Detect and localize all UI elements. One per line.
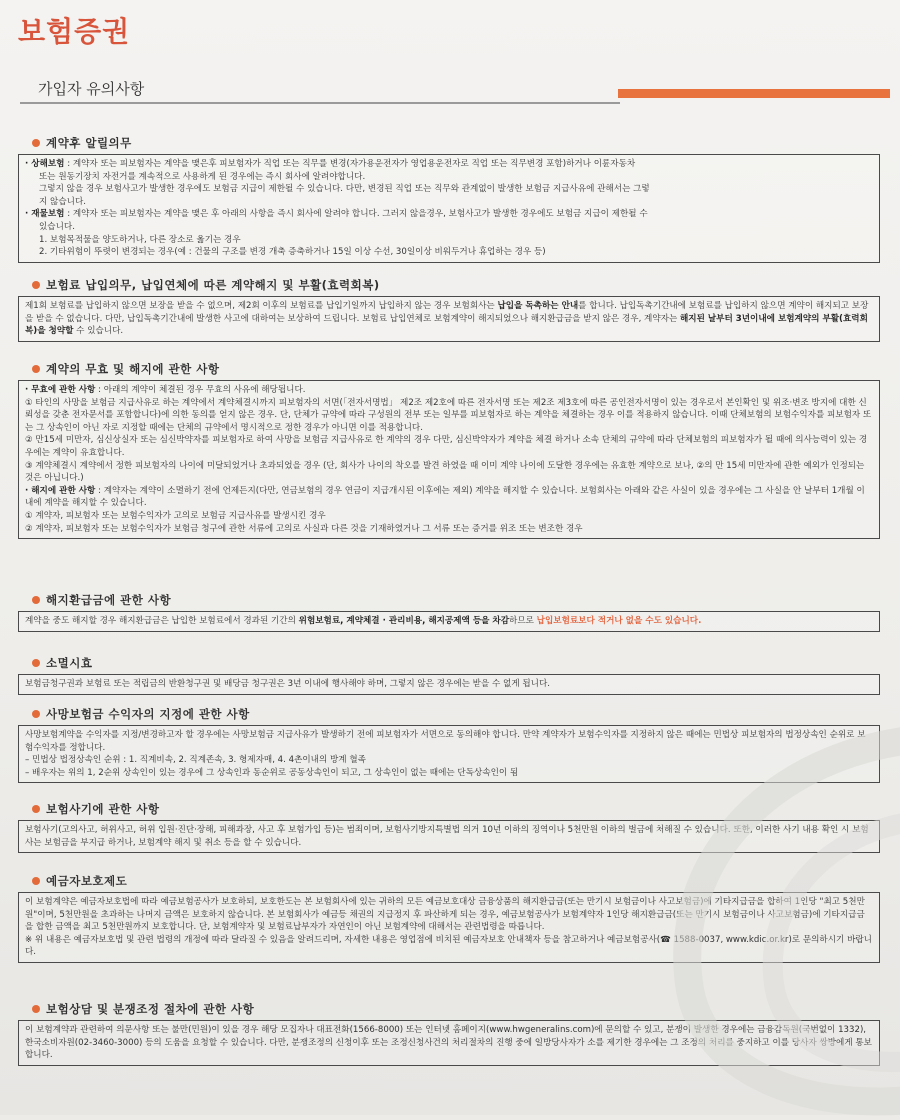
bullet-dot-icon [32, 281, 40, 289]
bullet-dot-icon [32, 365, 40, 373]
text-span: 하므로 [509, 616, 537, 626]
text-line [25, 208, 873, 221]
bold-span: 해지된 날부터 3년이내에 보험계약의 부활(효력회복)을 청약할 [25, 313, 868, 337]
text-span: 수 있습니다. [73, 326, 124, 337]
label-injury-insurance: · 상해보험 [25, 159, 65, 169]
section-surrender-value [18, 591, 880, 632]
bullet-dot-icon [32, 805, 40, 813]
line-text: : 계약자 또는 피보험자는 계약을 맺은 후 아래의 사항을 즉시 회사에 알려야 합니다. 그러지 않을경우, 보험사고가 발생한 경우에도 보험금 지급이 제한될 수 [64, 209, 648, 220]
section-depositor-protection [18, 872, 880, 963]
line-text: : 아래의 계약이 체결된 경우 무효의 사유에 해당됩니다. [95, 385, 306, 395]
section-title: 보험료 납입의무, 납입연체에 따른 계약해지 및 부활(효력회복) [46, 278, 380, 292]
section-body [18, 611, 880, 632]
label-property-insurance: · 재물보험 [25, 209, 65, 220]
numbered-item: ③ 계약체결시 계약에서 정한 피보험자의 나이에 미달되었거나 초과되었을 경우 (단, 회사가 나이의 착오를 발견 하였을 때 이미 계약 나이에 도달한 경우에는 유효한 계약으로 보나, ②의 만 15세 미만자에 관한 예외가 인정되는 것은 아닙니다.) [25, 460, 865, 484]
bullet-dot-icon [32, 596, 40, 604]
paragraph: 사망보험계약을 수익자를 지정/변경하고자 할 경우에는 사망보험금 지급사유가 발생하기 전에 피보험자가 서면으로 동의해야 합니다. 만약 계약자가 보험수익자를 지정하지 않은 때에는 민법상 피보험자의 법정상속인 순위로 보험수익자를 정합니다. [25, 730, 866, 753]
section-beneficiary-designation [18, 705, 880, 783]
text-line [25, 384, 873, 397]
section-title: 계약의 무효 및 해지에 관한 사항 [46, 362, 220, 376]
section-title: 예금자보호제도 [46, 874, 128, 888]
text-line: 2. 기타위험이 뚜렷이 변경되는 경우(예 : 건물의 구조를 변경 개축 증축하거나 15일 이상 수선, 30일이상 비워두거나 휴업하는 경우 등) [39, 247, 546, 258]
section-dispute-resolution [18, 1000, 880, 1066]
subtitle-accent-bar [618, 89, 890, 98]
section-body [18, 725, 880, 783]
section-invalidity-termination [18, 360, 880, 539]
text-line [25, 158, 873, 171]
section-body [18, 674, 880, 695]
text-span: 계약을 중도 해지할 경우 해지환급금은 납입한 보험료에서 경과된 기간의 [25, 616, 299, 626]
text-span: 제1회 보험료를 납입하지 않으면 보장을 받을 수 없으며, 제2회 이후의 보험료를 납입기일까지 납입하지 않는 경우 보험회사는 [25, 301, 498, 311]
subtitle-rule [20, 102, 620, 104]
numbered-item: ② 만15세 미만자, 심신상실자 또는 심신박약자를 피보험자로 하여 사망을 보험금 지급사유로 한 계약의 경우 다만, 심신박약자가 계약을 체결 하거나 소속 단체의 규약에 따라 단체보험의 피보험자가 될 때에 의사능력이 있는 경우에는 계약이 유효합니다. [25, 435, 868, 458]
section-title: 소멸시효 [46, 656, 93, 670]
paragraph [25, 300, 873, 338]
bold-span: 납입을 독촉하는 안내 [497, 301, 579, 311]
numbered-item: ① 계약자, 피보험자 또는 보험수익자가 고의로 보험금 지급사유를 발생시킨 경우 [25, 510, 326, 521]
text-line: 1. 보험목적물을 양도하거나, 다른 장소로 옮기는 경우 [39, 234, 241, 245]
section-title: 보험사기에 관한 사항 [46, 802, 160, 816]
section-header [32, 705, 880, 723]
bold-span: 위험보험료, 계약체결 · 관리비용, 해지공제액 등을 차감 [298, 616, 510, 626]
page-title: 보험증권 [18, 15, 131, 48]
section-body [18, 296, 880, 342]
bullet-dot-icon [32, 877, 40, 885]
text-line: – 배우자는 위의 1, 2순위 상속인이 있는 경우에 그 상속인과 동순위로 공동상속인이 되고, 그 상속인이 없는 때에는 단독상속인이 됨 [25, 767, 519, 778]
page-subtitle: 가입자 유의사항 [38, 80, 145, 98]
section-header [32, 800, 880, 818]
text-line: 지 않습니다. [39, 196, 86, 207]
section-title: 보험상담 및 분쟁조정 절차에 관한 사항 [46, 1002, 255, 1016]
paragraph: 보험금청구권과 보험료 또는 적립금의 반환청구권 및 배당금 청구권은 3년 이내에 행사해야 하며, 그렇지 않은 경우에는 받을 수 없게 됩니다. [25, 679, 550, 689]
section-body [18, 380, 880, 539]
text-line: 또는 원동기장치 자전거를 계속적으로 사용하게 된 경우에는 즉시 회사에 알려야합니다. [39, 171, 366, 182]
section-header [32, 591, 880, 609]
section-title: 해지환급금에 관한 사항 [46, 593, 172, 607]
section-body [18, 820, 880, 853]
bullet-dot-icon [32, 1005, 40, 1013]
text-line: – 민법상 법정상속인 순위 : 1. 직계비속, 2. 직계존속, 3. 형제자매, 4. 4촌이내의 방계 혈족 [25, 755, 366, 766]
numbered-item: ② 계약자, 피보험자 또는 보험수익자가 보험금 청구에 관한 서류에 고의로 사실과 다른 것을 기재하였거나 그 서류 또는 증거를 위조 또는 변조한 경우 [25, 523, 583, 534]
section-insurance-fraud [18, 800, 880, 853]
text-line: 있습니다. [39, 221, 75, 232]
section-header [32, 1000, 880, 1018]
label-termination: · 해지에 관한 사항 [25, 485, 96, 496]
section-title: 계약후 알릴의무 [46, 136, 132, 150]
section-header [32, 360, 880, 378]
section-body [18, 892, 880, 963]
text-span: 를 합니다. 납입독촉기간내에 보험료를 납입하지 않으면 계약이 해지되고 보장을 받을 수 없습니다. 다만, 납입독촉기간내에 발생한 사고에 대하여는 보상하여 드립니다. 보험료 납입연체로 보험계약이 해지되었으나 해지환급금을 받지 않은 경우, 계약자는 [25, 301, 869, 324]
bullet-dot-icon [32, 139, 40, 147]
section-body [18, 154, 880, 263]
section-extinctive-prescription [18, 654, 880, 695]
line-text: : 계약자 또는 피보험자는 계약을 맺은후 피보험자가 직업 또는 직무를 변경(자가용운전자가 영업용운전자로 직업 또는 직무변경 포함)하거나 이륜자동차 [64, 159, 636, 169]
section-header [32, 276, 880, 294]
section-body [18, 1020, 880, 1066]
section-title: 사망보험금 수익자의 지정에 관한 사항 [46, 707, 250, 721]
bullet-dot-icon [32, 710, 40, 718]
section-premium-payment [18, 276, 880, 342]
label-invalidity: · 무효에 관한 사항 [25, 385, 96, 395]
paragraph: 보험사기(고의사고, 허위사고, 허위 입원·진단·장해, 피해과장, 사고 후 보험가입 등)는 범죄이며, 보험사기방지특별법 의거 10년 이하의 징역이나 5천만원 이하의 벌금에 처해질 수 있습니다. 또한, 이러한 사기 내용 확인 시 보험사는 보험금을 부지급 하거나, 보험계약 해지 및 취소 등을 할 수 있습니다. [25, 825, 869, 848]
section-header [32, 134, 880, 152]
section-header [32, 872, 880, 890]
section-header [32, 654, 880, 672]
paragraph: 이 보험계약은 예금자보호법에 따라 예금보험공사가 보호하되, 보호한도는 본 보험회사에 있는 귀하의 모든 예금보호대상 금융상품의 해지환급금(또는 만기시 보험금이나 사고보험금)에 기타지급금을 합하여 1인당 "최고 5천만원"이며, 5천만원을 초과하는 나머지 금액은 보호하지 않습니다. 본 보험회사가 예금등 채권의 지급정지 후 파산하게 되는 경우, 예금보험공사가 보험계약자 1인당 해지환급금(또는 만기시 보험금이나 사고보험금)에 기타지급금을 합한 금액을 최고 5천만원까지 보호합니다. 단, 보험계약자 및 보험료납부자가 자연인이 아닌 보험계약에 대해서는 관련법령을 따릅니다. [25, 897, 865, 933]
numbered-item: ① 타인의 사망을 보험금 지급사유로 하는 계약에서 계약체결시까지 피보험자의 서면(「전자서명법」 제2조 제2호에 따른 전자서명 또는 제2조 제3호에 따른 공인전자서명이 있는 경우로서 본인확인 및 위조·변조 방지에 대한 신뢰성을 갖춘 전자문서를 포함합니다)에 의한 동의를 얻지 않은 경우. 단, 단체가 규약에 따라 구성원의 전부 또는 일부를 피보험자로 하는 계약을 체결하는 경우 이를 적용하지 않습니다. 이때 단체보험의 보험수익자를 피보험자 또는 그 상속인이 아닌 자로 지정할 때에는 단체의 규약에서 명시적으로 정한 경우가 아니면 이를 적용합니다. [25, 397, 872, 433]
section-notification-duty [18, 134, 880, 263]
paragraph: 이 보험계약과 관련하여 의문사항 또는 불만(민원)이 있을 경우 해당 모집자나 대표전화(1566-8000) 또는 인터넷 홈페이지(www.hwgeneralins.com)에 문의할 수 있고, 분쟁이 발생한 경우에는 금융감독원(국번없이 1332), 한국소비자원(02-3460-3000) 등의 도움을 요청할 수 있습니다. 다만, 분쟁조정의 신청이후 또는 조정신청사건의 처리절차의 진행 중에 일방당사자가 소를 제기한 경우에는 그 조정의 처리를 중지하고 이를 당사자 쌍방에게 통보합니다. [25, 1025, 872, 1061]
text-line [25, 485, 873, 510]
paragraph [25, 615, 873, 628]
warning-span: 납입보험료보다 적거나 없을 수도 있습니다. [536, 616, 702, 626]
text-line: 그렇지 않을 경우 보험사고가 발생한 경우에도 보험금 지급이 제한될 수 있습니다. 다만, 변경된 직업 또는 직무와 관계없이 발생한 보험금 지급사유에 관해서는 그렇 [39, 184, 650, 195]
notice-line: ※ 위 내용은 예금자보호법 및 관련 법령의 개정에 따라 달라질 수 있음을 알려드리며, 자세한 내용은 영업점에 비치된 예금자보호 안내책자 등을 참고하거나 예금보험공사(☎ 1588-0037, www.kdic.or.kr)로 문의하시기 바랍니다. [25, 934, 872, 958]
line-text: : 계약자는 계약이 소멸하기 전에 언제든지(다만, 연금보험의 경우 연금이 지급개시된 이후에는 제외) 계약을 해지할 수 있습니다. 보험회사는 아래와 같은 사실이 있을 경우에는 그 사실을 안 날부터 1개월 이내에 계약을 해지할 수 있습니다. [25, 485, 865, 509]
bullet-dot-icon [32, 659, 40, 667]
